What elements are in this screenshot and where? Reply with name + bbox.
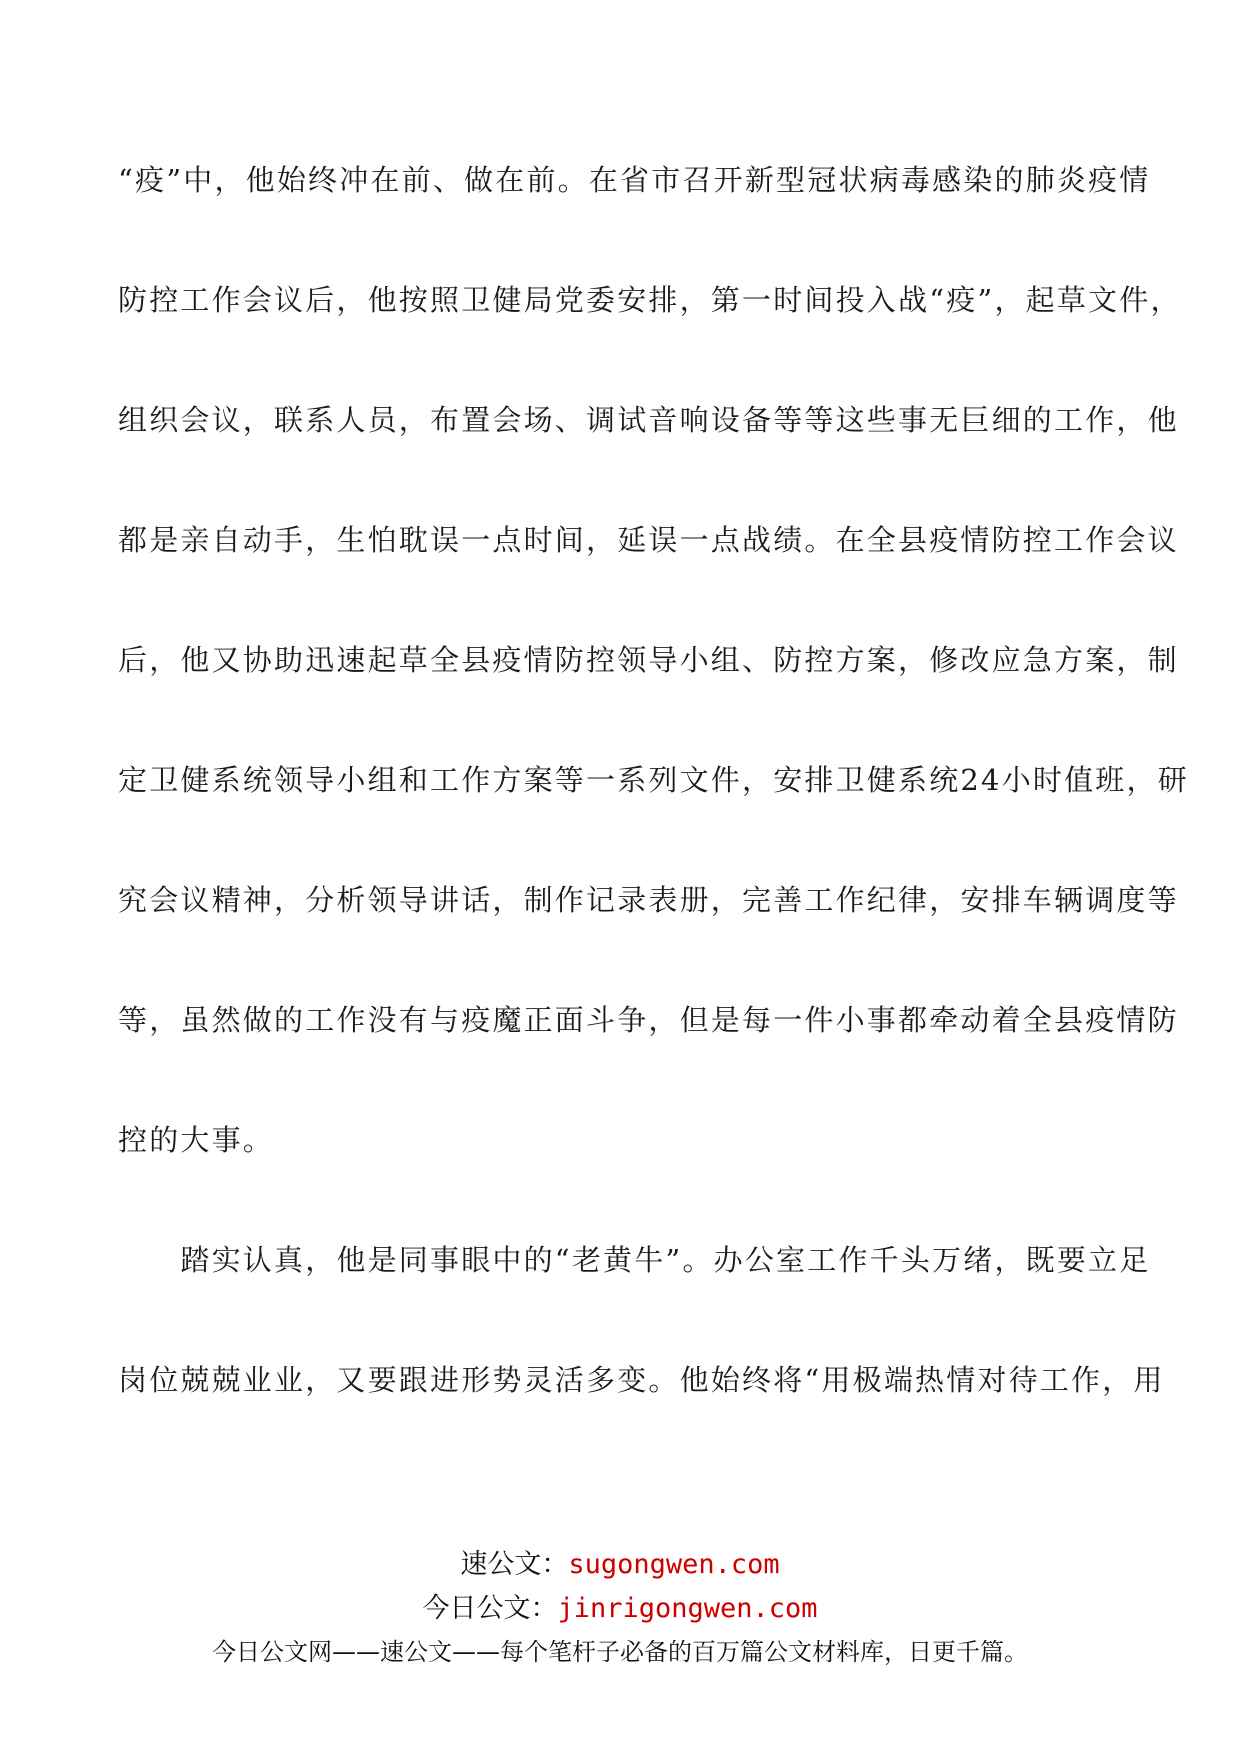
body-text-line: 踏实认真，他是同事眼中的“老黄牛”。办公室工作千头万绪，既要立足 — [118, 1243, 1151, 1277]
body-text-line: 究会议精神，分析领导讲话，制作记录表册，完善工作纪律，安排车辆调度等 — [118, 883, 1179, 917]
body-text-line: 都是亲自动手，生怕耽误一点时间，延误一点战绩。在全县疫情防控工作会议 — [118, 523, 1179, 557]
body-text-line: 等，虽然做的工作没有与疫魔正面斗争，但是每一件小事都牵动着全县疫情防 — [118, 1003, 1179, 1037]
footer-jinrigongwen-label: 今日公文： — [422, 1593, 558, 1624]
body-text-line: 后，他又协助迅速起草全县疫情防控领导小组、防控方案，修改应急方案，制 — [118, 643, 1179, 677]
body-text-line: 组织会议，联系人员，布置会场、调试音响设备等等这些事无巨细的工作，他 — [118, 403, 1179, 437]
footer-slogan: 今日公文网——速公文——每个笔杆子必备的百万篇公文材料库，日更千篇。 — [212, 1638, 1028, 1666]
footer-sugongwen-link[interactable]: sugongwen.com — [568, 1549, 780, 1580]
footer-sugongwen-label: 速公文： — [460, 1549, 569, 1580]
body-text-line: 控的大事。 — [118, 1123, 275, 1157]
body-text-line: 岗位兢兢业业，又要跟进形势灵活多变。他始终将“用极端热情对待工作，用 — [118, 1363, 1165, 1397]
footer-jinrigongwen — [0, 1592, 1240, 1626]
footer-jinrigongwen-link[interactable]: jinrigongwen.com — [557, 1593, 818, 1624]
body-text-line: 防控工作会议后，他按照卫健局党委安排，第一时间投入战“疫”，起草文件， — [118, 283, 1182, 317]
footer-sugongwen — [0, 1548, 1240, 1582]
body-text-line: “疫”中，他始终冲在前、做在前。在省市召开新型冠状病毒感染的肺炎疫情 — [118, 163, 1151, 197]
body-text-line: 定卫健系统领导小组和工作方案等一系列文件，安排卫健系统24小时值班，研 — [118, 763, 1189, 797]
